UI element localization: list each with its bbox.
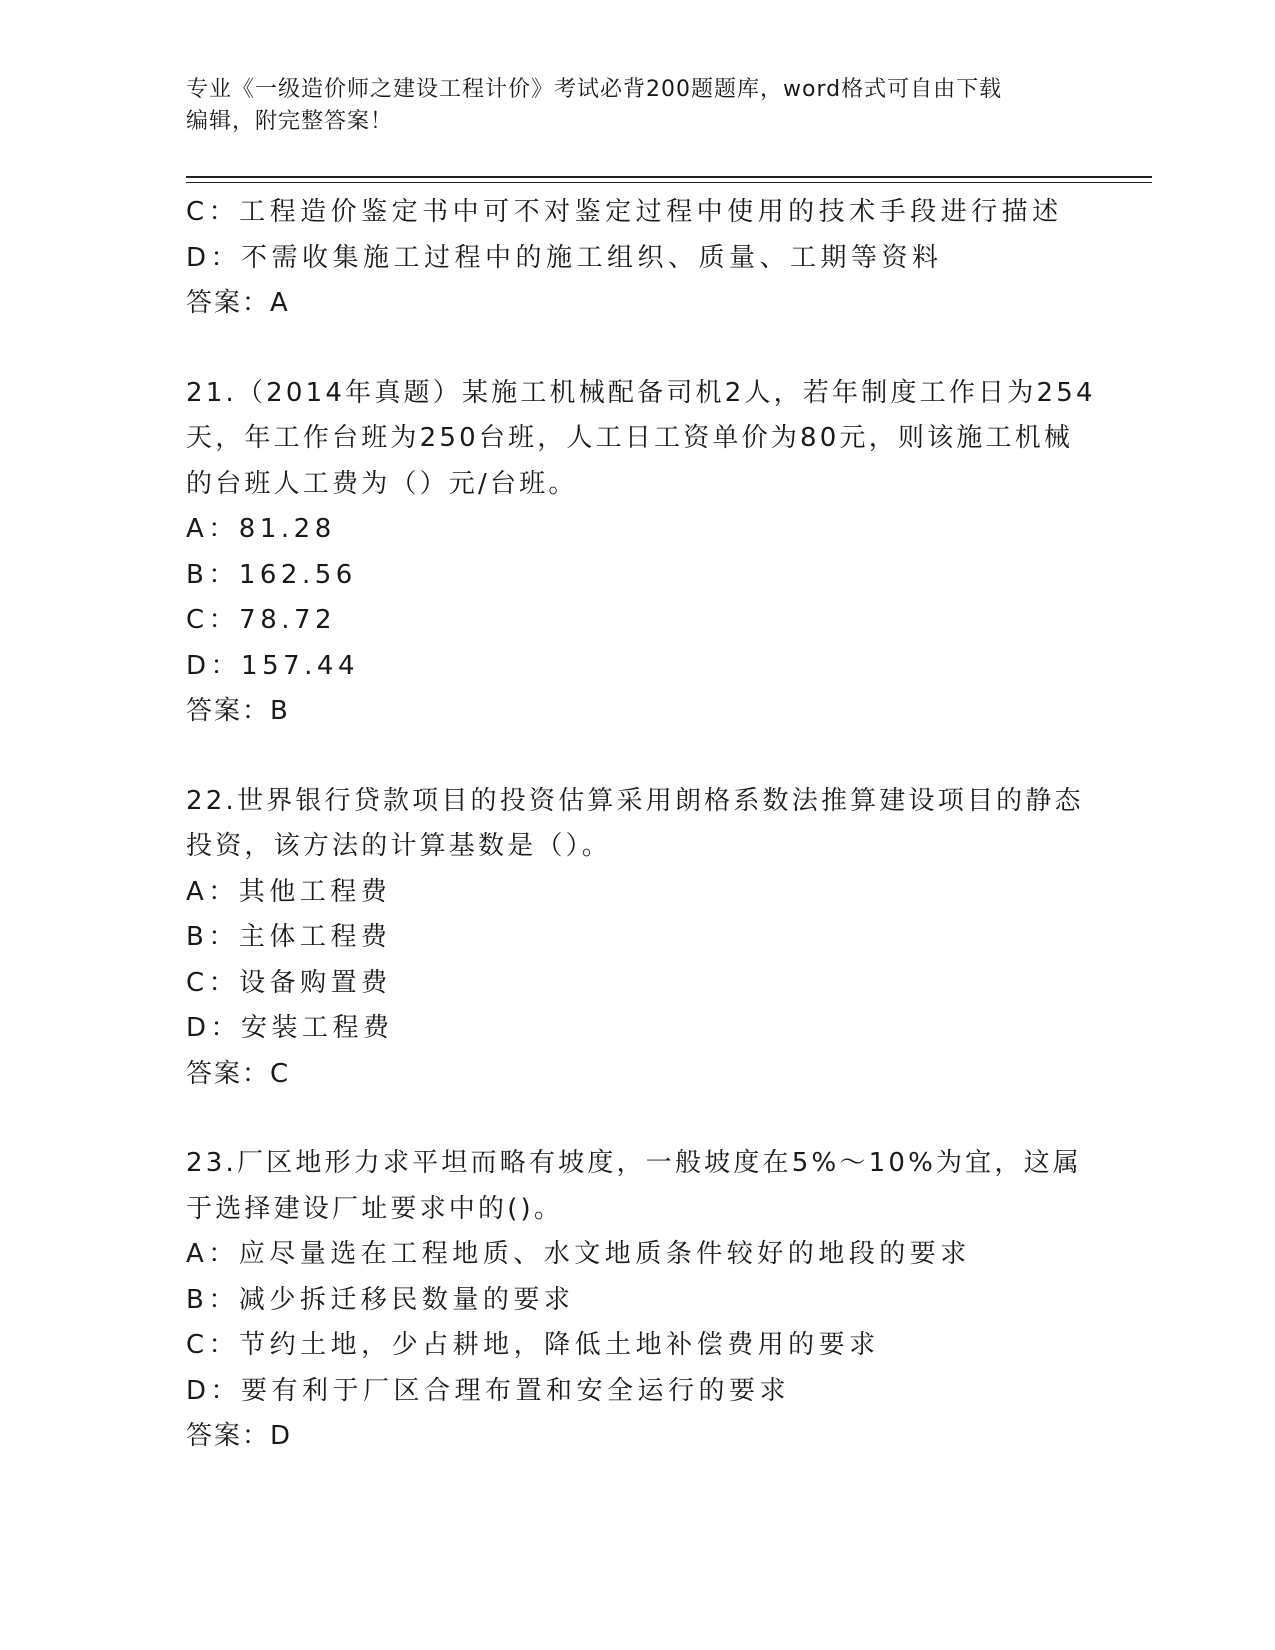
option-text: 减少拆迁移民数量的要求 bbox=[238, 1284, 575, 1315]
option-b bbox=[186, 1278, 1086, 1324]
header-title-line-2: 编辑，附完整答案！ bbox=[186, 109, 394, 134]
answer-line: 答案：C bbox=[186, 1058, 291, 1089]
header-title-line-1: 专业《一级造价师之建设工程计价》考试必背200题题库，word格式可自由下载 bbox=[186, 77, 1003, 102]
option-letter: C： bbox=[186, 1330, 240, 1360]
option-text: 不需收集施工过程中的施工组织、质量、工期等资料 bbox=[241, 242, 943, 273]
stem-line: 21.（2014年真题）某施工机械配备司机2人，若年制度工作日为254 bbox=[186, 377, 1096, 408]
option-letter: C： bbox=[186, 605, 240, 635]
option-text: 81.28 bbox=[238, 514, 336, 544]
option-text: 节约土地，少占耕地，降低土地补偿费用的要求 bbox=[239, 1330, 880, 1360]
option-text: 安装工程费 bbox=[241, 1013, 394, 1043]
stem-line: 投资，该方法的计算基数是（）。 bbox=[186, 831, 612, 861]
option-text: 162.56 bbox=[238, 559, 357, 590]
question-stem bbox=[186, 371, 1096, 508]
option-b bbox=[186, 915, 1086, 961]
stem-line: 23.厂区地形力求平坦而略有坡度，一般坡度在5%～10%为宜，这属 bbox=[186, 1148, 1082, 1178]
question-23 bbox=[186, 1141, 1086, 1460]
option-text: 78.72 bbox=[239, 605, 337, 635]
stem-line: 的台班人工费为（）元/台班。 bbox=[186, 468, 578, 499]
answer-line: 答案：D bbox=[186, 1421, 293, 1451]
option-text: 应尽量选在工程地质、水文地质条件较好的地段的要求 bbox=[238, 1239, 971, 1269]
option-d bbox=[186, 1006, 1086, 1052]
question-21 bbox=[186, 371, 1096, 735]
option-letter: C： bbox=[186, 967, 240, 998]
option-c bbox=[186, 961, 1086, 1007]
stem-line: 22.世界银行贷款项目的投资估算采用朗格系数法推算建设项目的静态 bbox=[186, 785, 1084, 816]
option-b bbox=[186, 553, 1086, 599]
option-letter: B： bbox=[186, 1284, 239, 1315]
option-c bbox=[186, 190, 1086, 236]
page-header bbox=[186, 74, 1066, 138]
option-letter: D： bbox=[186, 650, 242, 681]
option-letter: D： bbox=[186, 1375, 242, 1406]
option-d bbox=[186, 1369, 1086, 1415]
option-text: 工程造价鉴定书中可不对鉴定过程中使用的技术手段进行描述 bbox=[239, 197, 1063, 227]
stem-line: 于选择建设厂址要求中的()。 bbox=[186, 1193, 564, 1224]
option-a bbox=[186, 1232, 1086, 1278]
option-letter: D： bbox=[186, 1013, 242, 1043]
option-letter: A： bbox=[186, 876, 239, 907]
option-a bbox=[186, 507, 1086, 553]
option-c bbox=[186, 1323, 1086, 1369]
option-text: 设备购置费 bbox=[239, 967, 392, 998]
option-letter: B： bbox=[186, 922, 239, 952]
option-letter: A： bbox=[186, 1239, 239, 1269]
option-text: 要有利于厂区合理布置和安全运行的要求 bbox=[241, 1375, 791, 1406]
stem-line: 天，年工作台班为250台班，人工日工资单价为80元，则该施工机械 bbox=[186, 423, 1074, 453]
option-c bbox=[186, 598, 1086, 644]
question-stem bbox=[186, 779, 1086, 870]
header-divider-thin bbox=[186, 182, 1152, 183]
option-text: 157.44 bbox=[241, 650, 360, 681]
answer-line: 答案：A bbox=[186, 288, 290, 318]
option-letter: C： bbox=[186, 197, 240, 227]
previous-question bbox=[186, 190, 1086, 327]
option-text: 其他工程费 bbox=[238, 876, 392, 907]
question-22 bbox=[186, 779, 1086, 1098]
option-letter: D： bbox=[186, 242, 242, 273]
option-d bbox=[186, 236, 1086, 282]
option-a bbox=[186, 870, 1086, 916]
option-letter: A： bbox=[186, 514, 239, 544]
option-d bbox=[186, 644, 1086, 690]
question-content bbox=[186, 190, 1096, 1460]
header-divider-thick bbox=[186, 176, 1152, 178]
option-letter: B： bbox=[186, 559, 239, 590]
question-stem bbox=[186, 1141, 1086, 1232]
answer-line: 答案：B bbox=[186, 696, 290, 726]
option-text: 主体工程费 bbox=[238, 922, 392, 952]
